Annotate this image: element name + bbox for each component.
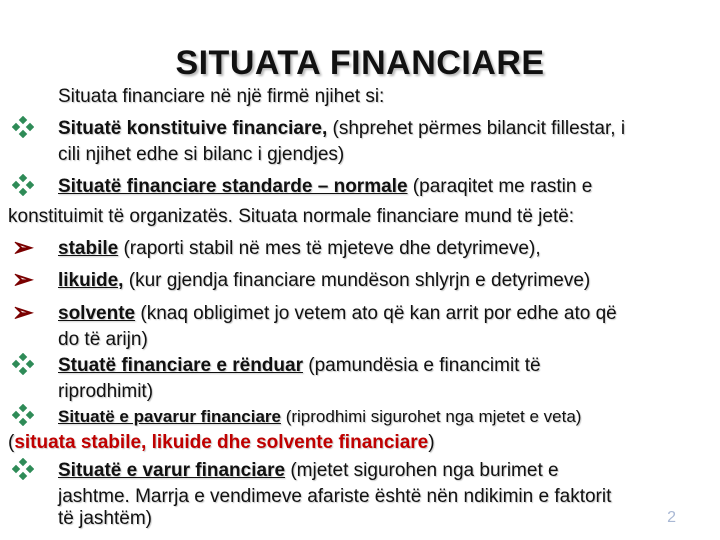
list-item-standard bbox=[58, 176, 592, 198]
item-description: (pamundësia e financimit të bbox=[302, 355, 541, 376]
diamond-bullet-icon bbox=[12, 353, 34, 375]
diamond-bullet-icon bbox=[12, 116, 34, 138]
sub-item-description-continued: do të arijn) bbox=[58, 329, 148, 350]
item-heading: Situatë financiare standarde – normale bbox=[58, 176, 408, 197]
sub-item-solvent bbox=[58, 303, 617, 325]
diamond-bullet-icon bbox=[12, 174, 34, 196]
item-heading: Stuatë financiare e rënduar bbox=[58, 355, 303, 376]
list-item-burdened bbox=[58, 355, 541, 377]
intro-text: Situata financiare në një firmë njihet si: bbox=[58, 86, 385, 107]
item-description: (shprehet përmes bilancit fillestar, i bbox=[327, 118, 626, 139]
note-close-paren: ) bbox=[428, 432, 435, 453]
item-description: (mjetet sigurohen nga burimet e bbox=[285, 460, 559, 481]
sub-item-heading: likuide, bbox=[58, 270, 124, 291]
diamond-bullet-icon bbox=[12, 458, 34, 480]
item-description: (riprodhimi sigurohet nga mjetet e veta) bbox=[280, 407, 582, 426]
note-text: situata stabile, likuide dhe solvente financiare bbox=[14, 432, 429, 453]
item-description: (paraqitet me rastin e bbox=[407, 176, 593, 197]
diamond-bullet-icon bbox=[12, 404, 34, 426]
item-description-continued: riprodhimit) bbox=[58, 381, 154, 402]
slide-title: SITUATA FINANCIARE bbox=[175, 44, 545, 82]
item-description-continued: cili njihet edhe si bilanc i gjendjes) bbox=[58, 144, 345, 165]
sub-item-liquid bbox=[58, 270, 590, 292]
sub-item-description: (knaq obligimet jo vetem ato që kan arrit por edhe ato që bbox=[135, 303, 617, 324]
sub-item-description: (raporti stabil në mes të mjeteve dhe detyrimeve), bbox=[118, 238, 541, 259]
list-item-constitutive bbox=[58, 118, 625, 140]
item-description-continued: të jashtëm) bbox=[58, 508, 152, 529]
arrow-bullet-icon: ➢ bbox=[12, 232, 34, 262]
item-description-continued: konstituimit të organizatës. Situata normale financiare mund të jetë: bbox=[8, 206, 575, 227]
item-description-continued: jashtme. Marrja e vendimeve afariste është nën ndikimin e faktorit bbox=[58, 486, 612, 507]
sub-item-heading: stabile bbox=[58, 238, 119, 259]
list-item-dependent bbox=[58, 460, 559, 482]
item-heading: Situatë e pavarur financiare bbox=[58, 407, 281, 426]
note-line bbox=[8, 432, 435, 454]
note-open-paren: ( bbox=[8, 432, 15, 453]
list-item-independent bbox=[58, 406, 581, 428]
item-heading: Situatë konstituive financiare, bbox=[58, 118, 328, 139]
sub-item-heading: solvente bbox=[58, 303, 136, 324]
arrow-bullet-icon: ➢ bbox=[12, 297, 34, 327]
sub-item-stable bbox=[58, 238, 541, 260]
item-heading: Situatë e varur financiare bbox=[58, 460, 286, 481]
arrow-bullet-icon: ➢ bbox=[12, 264, 34, 294]
page-number: 2 bbox=[667, 509, 676, 526]
sub-item-description: (kur gjendja financiare mundëson shlyrjn e detyrimeve) bbox=[123, 270, 591, 291]
